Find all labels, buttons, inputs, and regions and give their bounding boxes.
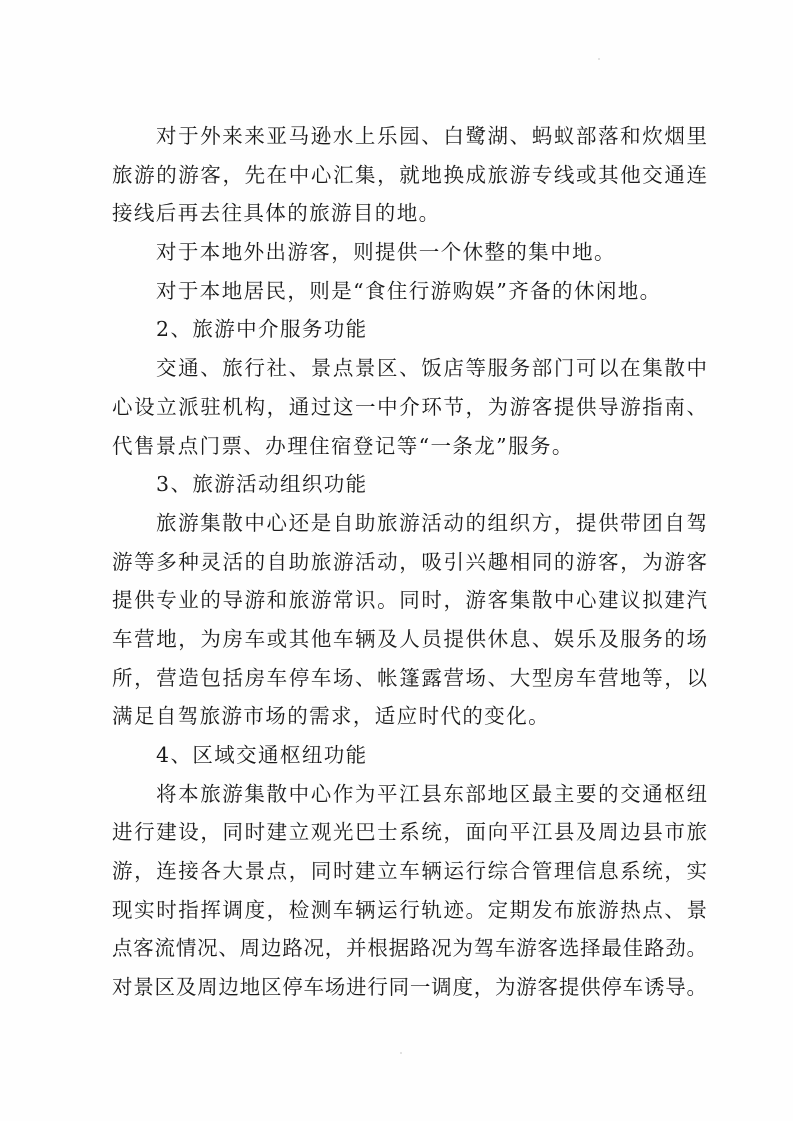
scan-speck (598, 58, 600, 60)
paragraph-line: 现实时指挥调度，检测车辆运行轨迹。定期发布旅游热点、景 (112, 897, 707, 922)
paragraph-line: 进行建设，同时建立观光巴士系统，面向平江县及周边县市旅 (112, 820, 707, 845)
paragraph-line: 交通、旅行社、景点景区、饭店等服务部门可以在集散中 (156, 356, 707, 381)
paragraph-line: 代售景点门票、办理住宿登记等“一条龙”服务。 (112, 433, 574, 458)
scan-speck (400, 1052, 402, 1054)
paragraph-line: 点客流情况、周边路况，并根据路况为驾车游客选择最佳路劲。 (112, 936, 707, 961)
paragraph-line: 车营地，为房车或其他车辆及人员提供休息、娱乐及服务的场 (112, 626, 707, 651)
paragraph-line: 旅游的游客，先在中心汇集，就地换成旅游专线或其他交通连 (112, 162, 707, 187)
section-heading: 2、旅游中介服务功能 (156, 317, 368, 342)
paragraph-line: 接线后再去往具体的旅游目的地。 (112, 201, 441, 226)
paragraph-line: 对于本地外出游客，则提供一个休整的集中地。 (156, 240, 616, 265)
paragraph-line: 心设立派驻机构，通过这一中介环节，为游客提供导游指南、 (112, 394, 707, 419)
paragraph-line: 游，连接各大景点，同时建立车辆运行综合管理信息系统，实 (112, 859, 707, 884)
paragraph-line: 将本旅游集散中心作为平江县东部地区最主要的交通枢纽 (156, 781, 707, 806)
paragraph-line: 游等多种灵活的自助旅游活动，吸引兴趣相同的游客，为游客 (112, 549, 707, 574)
paragraph-line: 对于本地居民，则是“食住行游购娱”齐备的休闲地。 (156, 278, 662, 303)
section-heading: 3、旅游活动组织功能 (156, 472, 368, 497)
paragraph-line: 对于外来来亚马逊水上乐园、白鹭湖、蚂蚁部落和炊烟里 (156, 124, 707, 148)
paragraph-line: 旅游集散中心还是自助旅游活动的组织方，提供带团自驾 (156, 510, 707, 535)
paragraph-line: 满足自驾旅游市场的需求，适应时代的变化。 (112, 704, 550, 729)
document-body (112, 117, 707, 1007)
paragraph-line: 所，营造包括房车停车场、帐篷露营场、大型房车营地等，以 (112, 665, 707, 690)
paragraph-line: 对景区及周边地区停车场进行同一调度，为游客提供停车诱导。 (112, 975, 707, 1000)
paragraph-line: 提供专业的导游和旅游常识。同时，游客集散中心建议拟建汽 (112, 588, 707, 613)
section-heading: 4、区域交通枢纽功能 (156, 743, 368, 767)
